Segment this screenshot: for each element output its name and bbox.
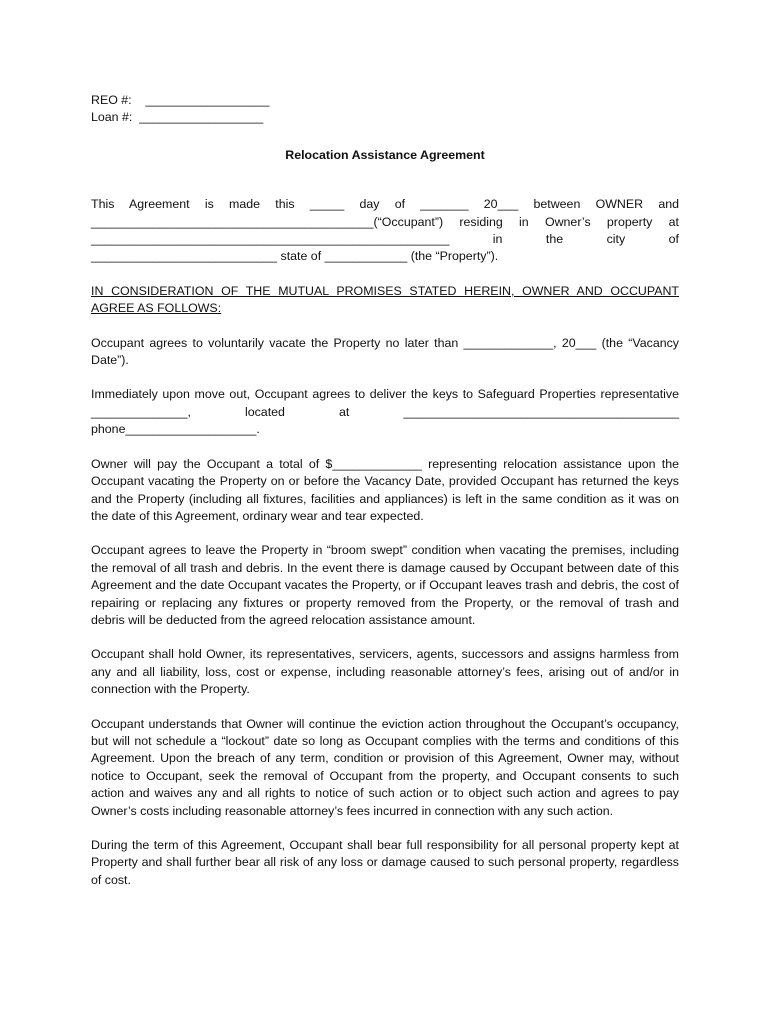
reo-number-line: REO #: __________________ xyxy=(91,93,270,107)
document-title: Relocation Assistance Agreement xyxy=(285,147,485,162)
intro-line-3: ____________________________________________________ in the city of xyxy=(91,232,679,247)
consideration-heading: IN CONSIDERATION OF THE MUTUAL PROMISES STATED HEREIN, OWNER AND OCCUPANT AGREE AS FOLLOWS: xyxy=(91,283,679,316)
payment-paragraph: Owner will pay the Occupant a total of $_____________ representing relocation assistance upon the Occupant vacating the Property on or before the Vacancy Date, provided Occupant has returned the keys and the Property (including all fixtures, facilities and appliances) is left in the same condition as it was on the date of this Agreement, ordinary wear and tear expected. xyxy=(91,456,679,523)
personal-property-paragraph: During the term of this Agreement, Occupant shall bear full responsibility for all personal property kept at Property and shall further bear all risk of any loss or damage caused to such personal property, regardless of cost. xyxy=(91,838,679,887)
intro-line-4: ___________________________ state of ____________ (the “Property”). xyxy=(91,249,499,264)
document-page xyxy=(91,92,679,906)
intro-paragraph xyxy=(91,196,679,266)
intro-line-2: _________________________________________(“Occupant”) residing in Owner’s property at xyxy=(91,214,679,229)
vacate-paragraph: Occupant agrees to voluntarily vacate the Property no later than _____________, 20___ (the “Vacancy Date”). xyxy=(91,335,679,368)
eviction-paragraph: Occupant understands that Owner will continue the eviction action throughout the Occupant’s occupancy, but will not schedule a “lockout” date so long as Occupant complies with the terms and conditions of this Agreement. Upon the breach of any term, condition or provision of this Agreement, Owner may, without notice to Occupant, seek the removal of Occupant from the property, and Occupant consents to such action and waives any and all rights to notice of such action or to object such action and agrees to pay Owner’s costs including reasonable attorney’s fees incurred in connection with any such action. xyxy=(91,716,679,818)
broom-swept-paragraph: Occupant agrees to leave the Property in “broom swept” condition when vacating the premises, including the removal of all trash and debris. In the event there is damage caused by Occupant between date of this Agreement and the date Occupant vacates the Property, or if Occupant leaves trash and debris, the cost of repairing or replacing any fixtures or property removed from the Property, or the removal of trash and debris will be deducted from the agreed relocation assistance amount. xyxy=(91,543,679,627)
hold-harmless-paragraph: Occupant shall hold Owner, its representatives, servicers, agents, successors and assigns harmless from any and all liability, loss, cost or expense, including reasonable attorney’s fees, arising out of and/or in connection with the Property. xyxy=(91,647,679,697)
reference-header xyxy=(91,92,679,127)
intro-line-1: This Agreement is made this _____ day of _______ 20___ between OWNER and xyxy=(91,197,679,212)
loan-number-line: Loan #: __________________ xyxy=(91,110,264,125)
keys-paragraph: Immediately upon move out, Occupant agrees to deliver the keys to Safeguard Properties representative ______________, located at ________________________________________ phone___________________. xyxy=(91,387,679,437)
